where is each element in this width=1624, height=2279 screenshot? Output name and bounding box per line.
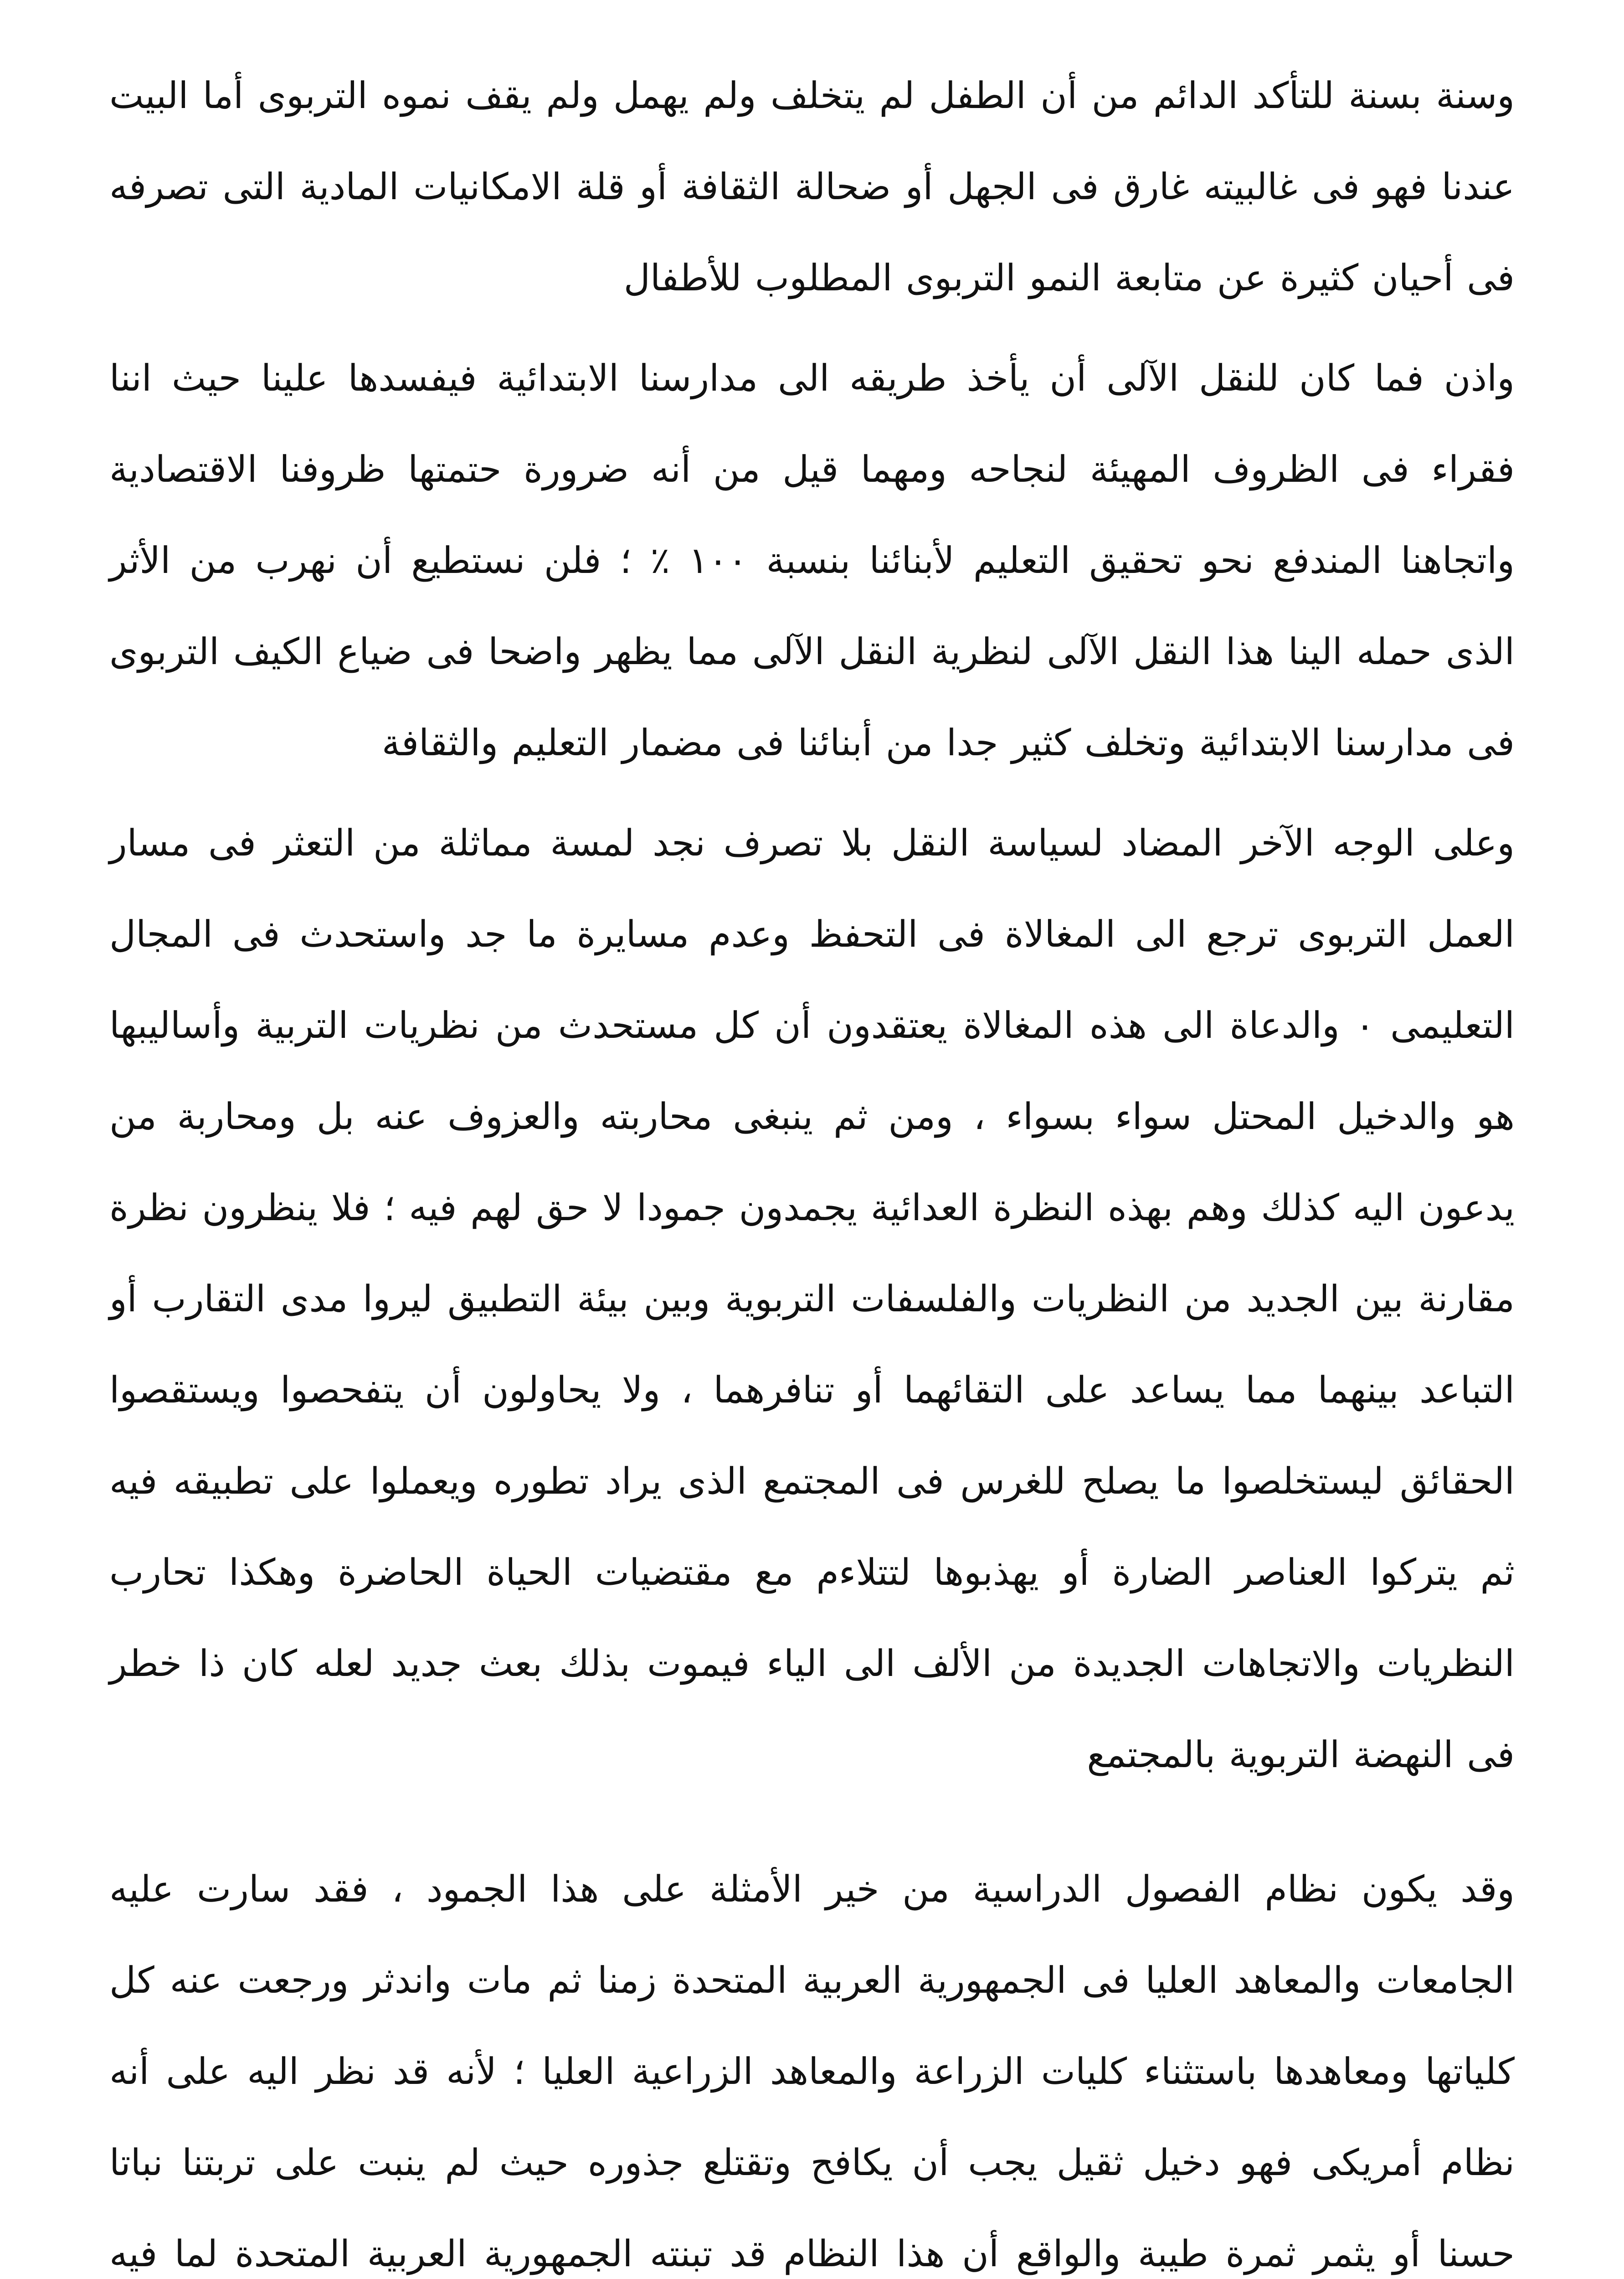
- paragraph-1: وسنة بسنة للتأكد الدائم من أن الطفل لم يتخلف ولم يهمل ولم يقف نموه التربوى أما البيت عندنا فهو فى غالبيته غارق فى الجهل أو ضحالة الثقافة أو قلة الامكانيات المادية التى تصرفه فى أحيان كثيرة عن متابعة النمو التربوى المطلوب للأطفال: [109, 74, 1515, 299]
- paragraph-2: واذن فما كان للنقل الآلى أن يأخذ طريقه الى مدارسنا الابتدائية فيفسدها علينا حيث اننا فقراء فى الظروف المهيئة لنجاحه ومهما قيل من أنه ضرورة حتمتها ظروفنا الاقتصادية واتجاهنا المندفع نحو تحقيق التعليم لأبنائنا بنسبة ١٠٠ ٪ ؛ فلن نستطيع أن نهرب من الأثر الذى حمله الينا هذا النقل الآلى لنظرية النقل الآلى مما يظهر واضحا فى ضياع الكيف التربوى فى مدارسنا الابتدائية وتخلف كثير جدا من أبنائنا فى مضمار التعليم والثقافة: [109, 357, 1515, 764]
- paragraph-3: وعلى الوجه الآخر المضاد لسياسة النقل بلا تصرف نجد لمسة مماثلة من التعثر فى مسار العمل التربوى ترجع الى المغالاة فى التحفظ وعدم مسايرة ما جد واستحدث فى المجال التعليمى ٠ والدعاة الى هذه المغالاة يعتقدون أن كل مستحدث من نظريات التربية وأساليبها هو والدخيل المحتل سواء بسواء ، ومن ثم ينبغى محاربته والعزوف عنه بل ومحاربة من يدعون اليه كذلك وهم بهذه النظرة العدائية يجمدون جمودا لا حق لهم فيه ؛ فلا ينظرون نظرة مقارنة بين الجديد من النظريات والفلسفات التربوية وبين بيئة التطبيق ليروا مدى التقارب أو التباعد بينهما مما يساعد على التقائهما أو تنافرهما ، ولا يحاولون أن يتفحصوا ويستقصوا الحقائق ليستخلصوا ما يصلح للغرس فى المجتمع الذى يراد تطوره ويعملوا على تطبيقه فيه ثم يتركوا العناصر الضارة أو يهذبوها لتتلاءم مع مقتضيات الحياة الحاضرة وهكذا تحارب النظريات والاتجاهات الجديدة من الألف الى الياء فيموت بذلك بعث جديد لعله كان ذا خطر فى النهضة التربوية بالمجتمع: [109, 822, 1515, 1776]
- paragraph-4: وقد يكون نظام الفصول الدراسية من خير الأمثلة على هذا الجمود ، فقد سارت عليه الجامعات والمعاهد العليا فى الجمهورية العربية المتحدة زمنا ثم مات واندثر ورجعت عنه كل كلياتها ومعاهدها باستثناء كليات الزراعة والمعاهد الزراعية العليا ؛ لأنه قد نظر اليه على أنه نظام أمريكى فهو دخيل ثقيل يجب أن يكافح وتقتلع جذوره حيث لم ينبت على تربتنا نباتا حسنا أو يثمر ثمرة طيبة والواقع أن هذا النظام قد تبنته الجمهورية العربية المتحدة لما فيه: [109, 1868, 1515, 2275]
- body-text: [109, 50, 1515, 2279]
